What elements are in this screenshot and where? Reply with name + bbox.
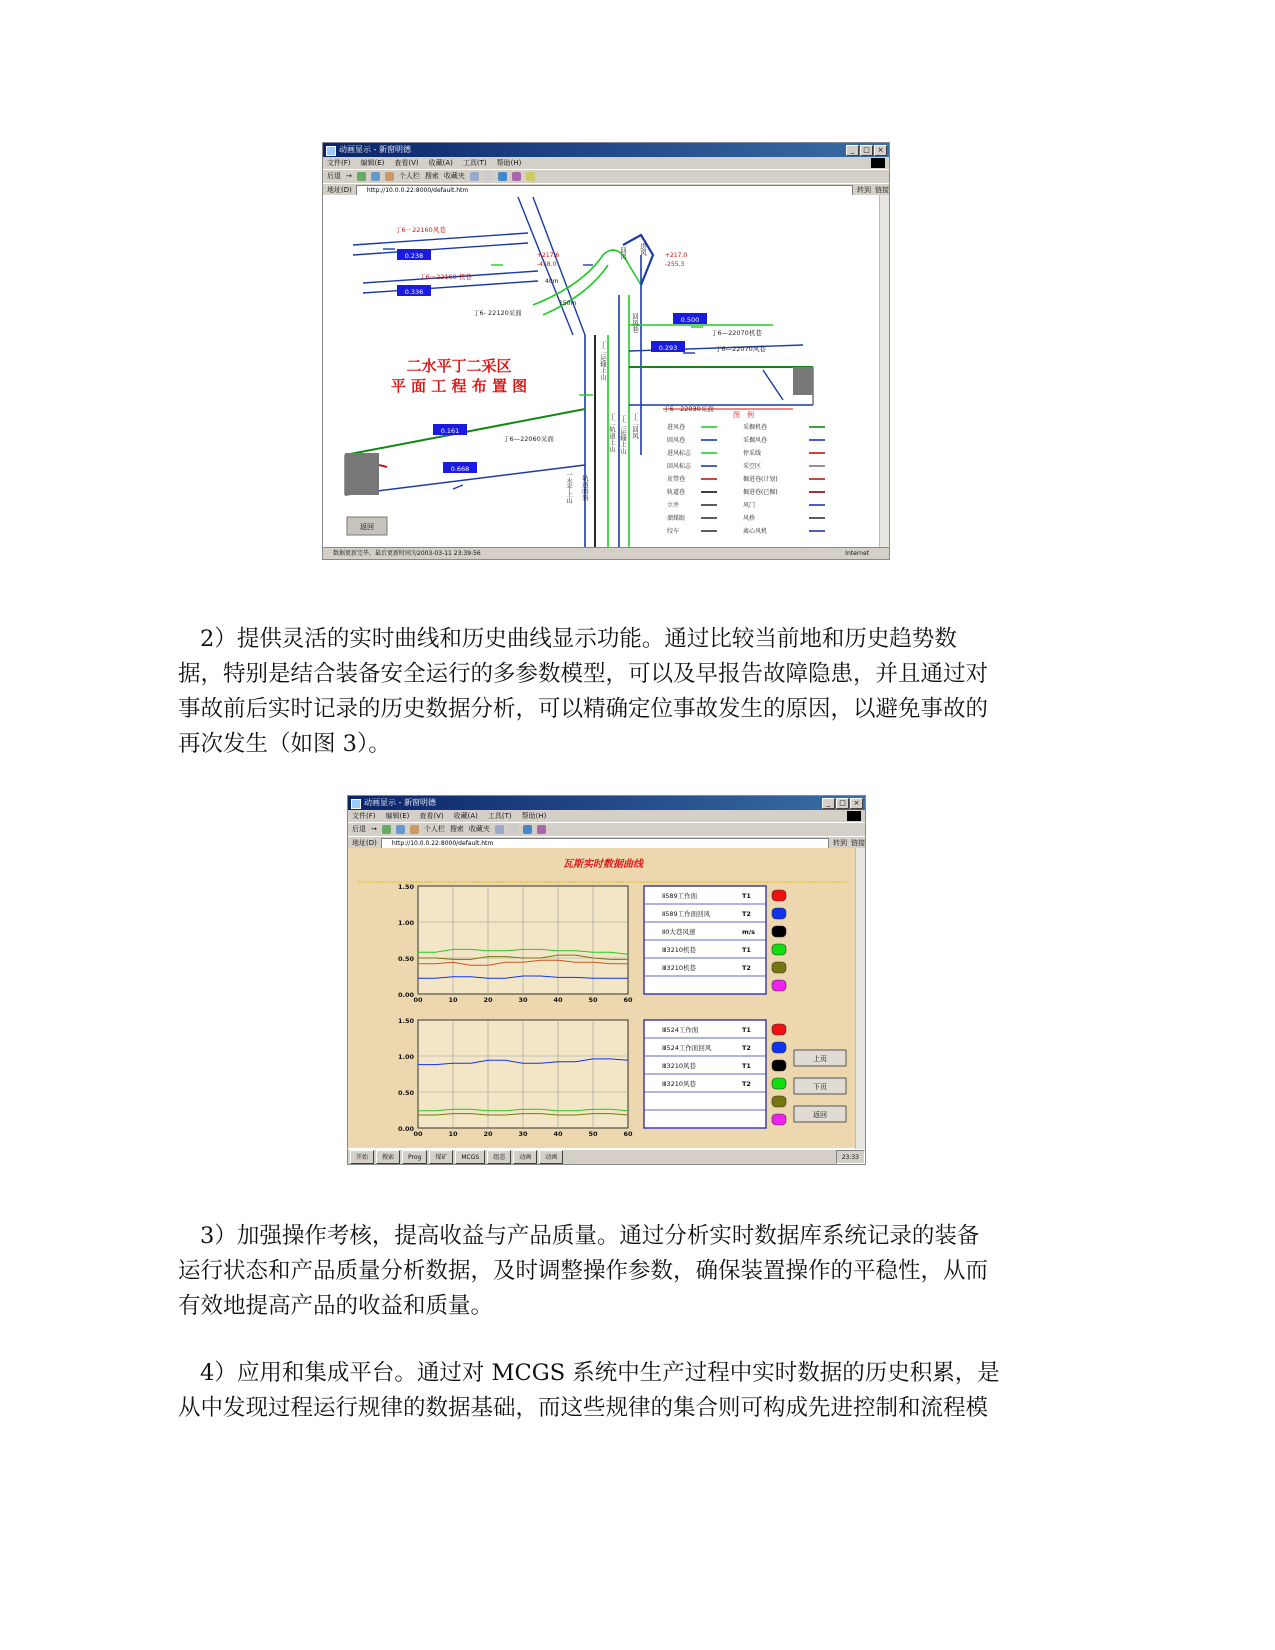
legend-series-unit: T2 (742, 910, 751, 918)
realtime-chart-bottom (398, 1017, 633, 1138)
menu-help[interactable]: 帮助(H) (521, 812, 547, 820)
legend-color-swatch[interactable] (772, 926, 786, 937)
legend-series-unit: T2 (742, 1080, 751, 1088)
legend-series-unit: m/s (742, 928, 756, 936)
value-box-2: 0.336 (404, 288, 424, 296)
minimize-button[interactable]: _ (846, 145, 859, 156)
diagram-back-label: 返回 (360, 523, 374, 531)
favorites-button[interactable]: 收藏夹 (468, 825, 490, 833)
window-controls (846, 145, 887, 156)
legend-item-label: 采空区 (743, 463, 762, 470)
maximize-button[interactable]: □ (860, 145, 873, 156)
window-title: 动画显示 - 新窗明德 (339, 145, 411, 154)
minimize-button[interactable]: _ (822, 798, 835, 809)
legend-item-label: 风门 (743, 502, 756, 509)
taskbar-item[interactable]: 搜索 (376, 1150, 400, 1164)
mail-icon[interactable] (509, 825, 518, 834)
back-button[interactable]: 后退 (352, 825, 366, 833)
legend-item-label: 立井 (667, 502, 680, 509)
side-label: 轨道暗斜 (581, 475, 589, 501)
y-tick-label: 0.50 (397, 955, 414, 963)
status-text: 数据更新完毕，最后更新时间为2003-03-11 23:39:56 (333, 550, 481, 557)
side-label: 一水平上山 (565, 471, 573, 504)
vertical-scrollbar[interactable] (879, 195, 889, 548)
personal-bar-button[interactable]: 个人栏 (423, 825, 445, 833)
x-tick-label: 30 (518, 1130, 528, 1138)
legend-series-unit: T1 (742, 946, 751, 954)
legend-item-label: 采掘机巷 (743, 424, 768, 431)
close-button[interactable]: × (850, 798, 863, 809)
stop-icon[interactable] (382, 825, 391, 834)
legend-series-name: Ⅲ524工作面回风 (662, 1044, 712, 1052)
reading: +217.0 (665, 252, 688, 259)
side-label: 丁二运输上山 (599, 341, 607, 380)
legend-item-label: 回风标志 (667, 463, 692, 470)
x-tick-label: 40 (553, 996, 563, 1004)
home-icon[interactable] (385, 172, 394, 181)
status-bar (323, 547, 889, 559)
legend-item-label: 掘进巷(已掘) (743, 489, 778, 496)
x-tick-label: 60 (623, 1130, 633, 1138)
menu-file[interactable]: 文件(F) (352, 812, 376, 820)
address-input[interactable]: http://10.0.0.22:8000/default.htm (381, 838, 829, 849)
paragraph-3 (178, 1219, 1040, 1324)
diagram-title-line1: 二水平丁二采区 (406, 357, 512, 375)
legend-item-label: 进风巷 (667, 424, 686, 431)
paragraph-4 (178, 1356, 1040, 1426)
links-button[interactable]: 链接 (875, 186, 889, 194)
y-tick-label: 1.00 (397, 1053, 414, 1061)
legend-item-label: 离心风机 (743, 528, 768, 535)
legend-top (644, 886, 786, 994)
side-label: 回风巷 (631, 313, 639, 333)
go-button[interactable]: 转到 (857, 186, 871, 194)
vertical-scrollbar[interactable] (855, 848, 865, 1150)
window-titlebar (323, 143, 889, 157)
taskbar-item[interactable]: 煤矿 (429, 1150, 453, 1164)
address-input[interactable]: http://10.0.0.22:8000/default.htm (356, 185, 853, 196)
links-button[interactable]: 链接 (851, 839, 865, 847)
paragraph-line: 有效地提高产品的收益和质量。 (178, 1293, 494, 1319)
x-tick-label: 00 (413, 996, 423, 1004)
legend-item-label: 皮带巷 (667, 476, 686, 483)
prev-page-label: 上页 (813, 1055, 827, 1063)
menu-help[interactable]: 帮助(H) (496, 159, 522, 167)
screenshot-gas-curves (347, 795, 866, 1165)
legend-series-name: Ⅱ589工作面 (662, 892, 698, 900)
legend-color-swatch[interactable] (772, 962, 786, 973)
y-tick-label: 1.50 (397, 1017, 414, 1025)
browser-icon (351, 799, 361, 809)
personal-bar-button[interactable]: 个人栏 (398, 172, 420, 180)
favorites-button[interactable]: 收藏夹 (443, 172, 465, 180)
address-label: 地址(D) (327, 186, 352, 194)
legend-item-label: 采掘风巷 (743, 437, 768, 444)
value-box-5: 0.161 (440, 427, 460, 435)
start-button[interactable]: 开始 (350, 1150, 374, 1164)
roadway-label: 丁6—22060采面 (503, 435, 554, 443)
window-controls (822, 798, 863, 809)
menu-tools[interactable]: 工具(T) (462, 159, 487, 167)
reading: 150m (559, 300, 577, 307)
taskbar-item[interactable]: 动画 (539, 1150, 563, 1164)
x-tick-label: 50 (588, 1130, 598, 1138)
side-label: 回风 (619, 247, 627, 260)
legend-series-name: Ⅲ3210风巷 (662, 1080, 697, 1088)
legend-series-name: Ⅲ3210机巷 (662, 964, 697, 972)
windows-logo-icon (847, 811, 861, 821)
close-button[interactable]: × (874, 145, 887, 156)
legend-series-name: Ⅲ3210机巷 (662, 946, 697, 954)
edit-icon[interactable] (512, 172, 521, 181)
legend-series-name: Ⅱ589工作面回风 (662, 910, 711, 918)
reading: -255.3 (665, 261, 685, 268)
realtime-chart-top (398, 883, 633, 1004)
x-tick-label: 60 (623, 996, 633, 1004)
windows-logo-icon (871, 158, 885, 168)
paragraph-line: 运行状态和产品质量分析数据，及时调整操作参数，确保装置操作的平稳性，从而 (178, 1258, 989, 1284)
x-tick-label: 10 (448, 1130, 458, 1138)
roadway-label: 丁6－22160 机巷 (419, 273, 472, 281)
legend-series-unit: T1 (742, 1062, 751, 1070)
legend-color-swatch[interactable] (772, 1114, 786, 1125)
taskbar-clock: 23:33 (836, 1150, 865, 1164)
gas-curves-panel (348, 848, 858, 1148)
legend-item-label: 掘进巷(计划) (743, 476, 778, 483)
legend-color-swatch[interactable] (772, 944, 786, 955)
history-icon[interactable] (470, 172, 479, 181)
x-tick-label: 10 (448, 996, 458, 1004)
print-icon[interactable] (523, 825, 532, 834)
value-box-3: 0.500 (680, 316, 700, 324)
legend-series-unit: T1 (742, 892, 751, 900)
legend-item-label: 进风标志 (667, 450, 692, 457)
paragraph-line: 事故前后实时记录的历史数据分析，可以精确定位事故发生的原因，以避免事故的 (178, 696, 989, 722)
search-button[interactable]: 搜索 (449, 825, 464, 833)
menu-edit[interactable]: 编辑(E) (385, 812, 410, 820)
value-box-4: 0.293 (658, 344, 678, 352)
browser-icon (326, 146, 336, 156)
reading: +217.6 (537, 252, 560, 259)
paragraph-line: 4）应用和集成平台。通过对 MCGS 系统中生产过程中实时数据的历史积累，是 (200, 1360, 1000, 1386)
legend-series-name: Ⅲ3210风巷 (662, 1062, 697, 1070)
menu-bar (323, 157, 889, 169)
window-titlebar (348, 796, 865, 810)
paragraph-line: 从中发现过程运行规律的数据基础，而这些规律的集合则可构成先进控制和流程模 (178, 1395, 989, 1421)
menu-tools[interactable]: 工具(T) (487, 812, 512, 820)
legend-series-unit: T1 (742, 1026, 751, 1034)
side-label: 丁二回风 (631, 413, 639, 439)
legend-item-label: 轨道巷 (667, 489, 686, 496)
reading: 40m (545, 278, 559, 285)
paragraph-2 (178, 622, 1040, 762)
legend-series-unit: T2 (742, 964, 751, 972)
legend-color-swatch[interactable] (772, 908, 786, 919)
search-button[interactable]: 搜索 (424, 172, 439, 180)
side-label: 丁二轨道上山 (608, 413, 616, 452)
diagram-title-line2: 平 面 工 程 布 置 图 (390, 377, 528, 395)
return-label: 返回 (813, 1111, 827, 1119)
paragraph-line: 3）加强操作考核，提高收益与产品质量。通过分析实时数据库系统记录的装备 (200, 1223, 980, 1249)
legend-item-label: 风桥 (743, 515, 756, 522)
roadway-label: 丁6－22160风巷 (395, 226, 446, 234)
stop-icon[interactable] (357, 172, 366, 181)
menu-bar (348, 810, 865, 822)
refresh-icon[interactable] (396, 825, 405, 834)
menu-favorites[interactable]: 收藏(A) (428, 159, 453, 167)
legend-color-swatch[interactable] (772, 1096, 786, 1107)
toolbar (348, 822, 865, 836)
menu-view[interactable]: 查看(V) (419, 812, 444, 820)
x-tick-label: 40 (553, 1130, 563, 1138)
windows-taskbar (348, 1149, 865, 1164)
legend-item-label: 停采线 (743, 450, 762, 457)
legend-series-name: Ⅱ0大巷风速 (662, 928, 696, 936)
roadway-label: 丁6- 22120采面 (473, 309, 522, 317)
paragraph-line: 再次发生（如图 3）。 (178, 731, 391, 757)
roadway-label: 丁6—22030采面 (663, 405, 714, 413)
print-icon[interactable] (498, 172, 507, 181)
discuss-icon[interactable] (526, 172, 535, 181)
legend-color-swatch[interactable] (772, 1042, 786, 1053)
value-box-6: 0.668 (450, 465, 470, 473)
home-icon[interactable] (410, 825, 419, 834)
refresh-icon[interactable] (371, 172, 380, 181)
x-tick-label: 20 (483, 1130, 493, 1138)
y-tick-label: 0.50 (397, 1089, 414, 1097)
address-label: 地址(D) (352, 839, 377, 847)
legend-color-swatch[interactable] (772, 1024, 786, 1035)
legend-color-swatch[interactable] (772, 980, 786, 991)
taskbar-item[interactable]: Prog (402, 1150, 427, 1164)
paragraph-line: 据，特别是结合装备安全运行的多参数模型，可以及早报告故障隐患，并且通过对 (178, 661, 989, 687)
mine-layout-diagram (323, 195, 879, 547)
edit-icon[interactable] (537, 825, 546, 834)
legend-item-label: 回风巷 (667, 437, 686, 444)
menu-edit[interactable]: 编辑(E) (360, 159, 385, 167)
forward-button[interactable]: → (371, 825, 377, 833)
menu-favorites[interactable]: 收藏(A) (453, 812, 478, 820)
y-tick-label: 0.00 (397, 1125, 414, 1133)
value-box-1: 0.238 (404, 252, 424, 260)
menu-view[interactable]: 查看(V) (394, 159, 419, 167)
x-tick-label: 20 (483, 996, 493, 1004)
curves-page-title: 瓦斯实时数据曲线 (563, 859, 643, 870)
side-label: 丁二运输上山 (619, 415, 627, 454)
paragraph-line: 2）提供灵活的实时曲线和历史曲线显示功能。通过比较当前地和历史趋势数 (200, 626, 957, 652)
legend-item-label: 绞车 (667, 528, 680, 535)
x-tick-label: 30 (518, 996, 528, 1004)
forward-button[interactable]: → (346, 172, 352, 180)
y-tick-label: 1.50 (397, 883, 414, 891)
side-label: 进风 (639, 243, 647, 256)
back-button[interactable]: 后退 (327, 172, 341, 180)
taskbar-item[interactable]: 动画 (513, 1150, 537, 1164)
taskbar-item[interactable]: MCGS (455, 1150, 485, 1164)
roadway-label: 丁6—22070机巷 (711, 329, 762, 337)
menu-file[interactable]: 文件(F) (327, 159, 351, 167)
screenshot-mine-layout (322, 142, 890, 560)
reading: -458.0 (537, 261, 557, 268)
window-title: 动画显示 - 新窗明德 (364, 798, 436, 807)
y-tick-label: 1.00 (397, 919, 414, 927)
x-tick-label: 00 (413, 1130, 423, 1138)
legend-series-unit: T2 (742, 1044, 751, 1052)
legend-series-name: Ⅲ524工作面 (662, 1026, 699, 1034)
x-tick-label: 50 (588, 996, 598, 1004)
history-icon[interactable] (495, 825, 504, 834)
toolbar (323, 169, 889, 183)
legend-bottom (644, 1020, 786, 1128)
legend-color-swatch[interactable] (772, 1078, 786, 1089)
legend-color-swatch[interactable] (772, 890, 786, 901)
internet-zone: Internet (845, 550, 869, 557)
go-button[interactable]: 转到 (833, 839, 847, 847)
next-page-label: 下页 (813, 1083, 827, 1091)
legend-title: 图 例 (733, 411, 754, 419)
taskbar-item[interactable]: 组态 (487, 1150, 511, 1164)
y-tick-label: 0.00 (397, 991, 414, 999)
roadway-label: 丁6—22070风巷 (715, 345, 766, 353)
legend-color-swatch[interactable] (772, 1060, 786, 1071)
maximize-button[interactable]: □ (836, 798, 849, 809)
legend-item-label: 溜煤眼 (667, 515, 686, 522)
mail-icon[interactable] (484, 172, 493, 181)
